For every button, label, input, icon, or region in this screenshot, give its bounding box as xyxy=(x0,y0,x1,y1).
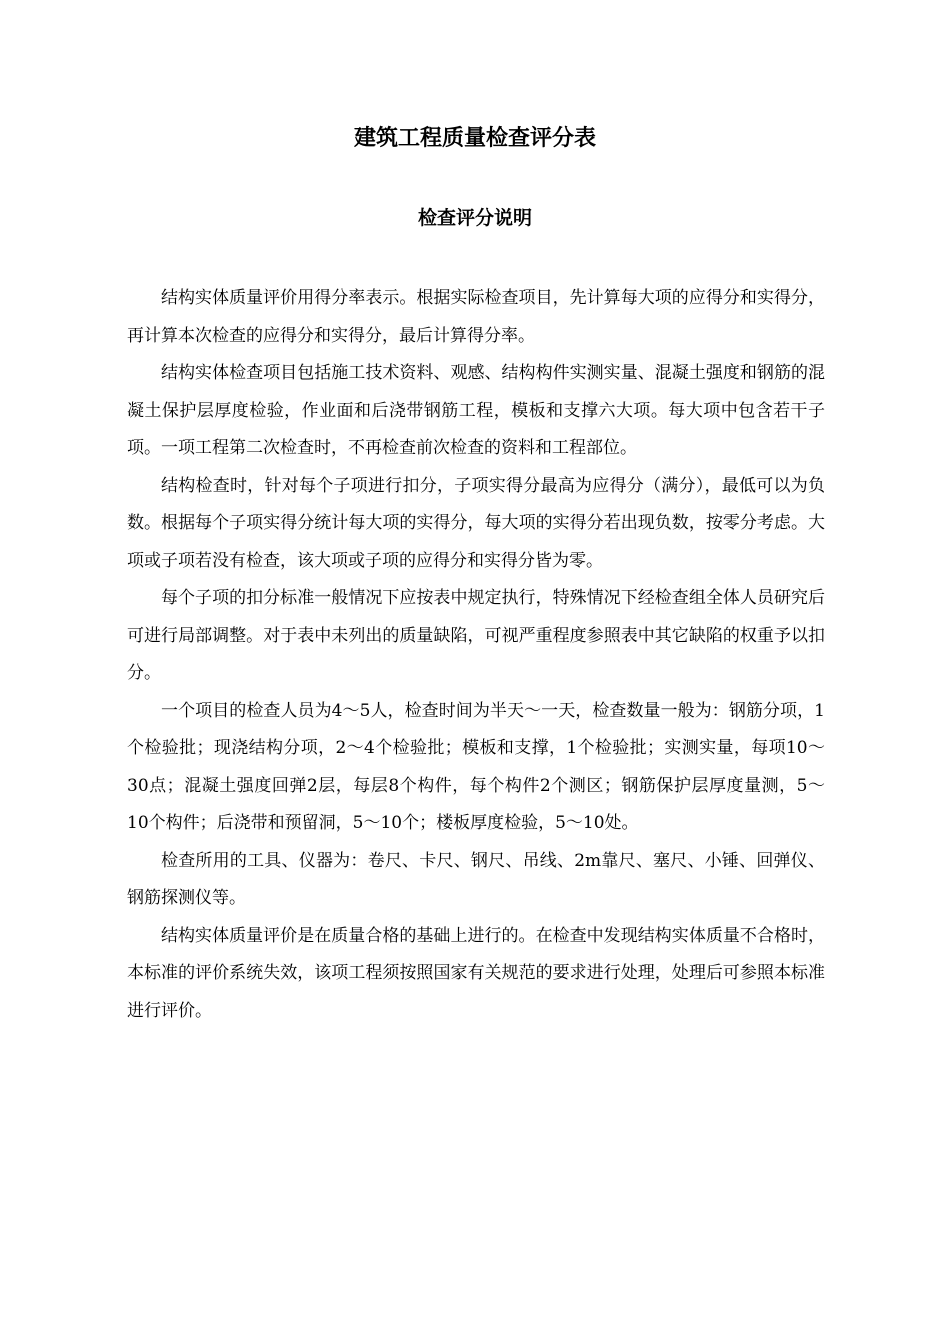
paragraph: 结构实体质量评价是在质量合格的基础上进行的。在检查中发现结构实体质量不合格时，本标准的评价系统失效，该项工程须按照国家有关规范的要求进行处理，处理后可参照本标准进行评价。 xyxy=(127,925,825,1021)
body-text xyxy=(127,280,825,1030)
paragraph: 每个子项的扣分标准一般情况下应按表中规定执行，特殊情况下经检查组全体人员研究后可进行局部调整。对于表中未列出的质量缺陷，可视严重程度参照表中其它缺陷的权重予以扣分。 xyxy=(127,588,825,683)
paragraph: 一个项目的检查人员为4～5人，检查时间为半天～一天，检查数量一般为：钢筋分项，1个检验批；现浇结构分项，2～4个检验批；模板和支撑，1个检验批；实测实量，每项10～30点；混凝土强度回弹2层，每层8个构件，每个构件2个测区；钢筋保护层厚度量测，5～10个构件；后浇带和预留洞，5～10个；楼板厚度检验，5～10处。 xyxy=(127,700,825,833)
document-title: 建筑工程质量检查评分表 xyxy=(353,125,596,151)
paragraph: 结构检查时，针对每个子项进行扣分，子项实得分最高为应得分（满分），最低可以为负数。根据每个子项实得分统计每大项的实得分，每大项的实得分若出现负数，按零分考虑。大项或子项若没有检查，该大项或子项的应得分和实得分皆为零。 xyxy=(127,475,825,571)
section-title: 检查评分说明 xyxy=(417,207,532,229)
paragraph: 结构实体质量评价用得分率表示。根据实际检查项目，先计算每大项的应得分和实得分，再计算本次检查的应得分和实得分，最后计算得分率。 xyxy=(127,288,825,346)
paragraph: 检查所用的工具、仪器为：卷尺、卡尺、钢尺、吊线、2m靠尺、塞尺、小锤、回弹仪、钢筋探测仪等。 xyxy=(127,850,825,908)
paragraph: 结构实体检查项目包括施工技术资料、观感、结构构件实测实量、混凝土强度和钢筋的混凝土保护层厚度检验，作业面和后浇带钢筋工程，模板和支撑六大项。每大项中包含若干子项。一项工程第二次检查时，不再检查前次检查的资料和工程部位。 xyxy=(127,363,825,458)
